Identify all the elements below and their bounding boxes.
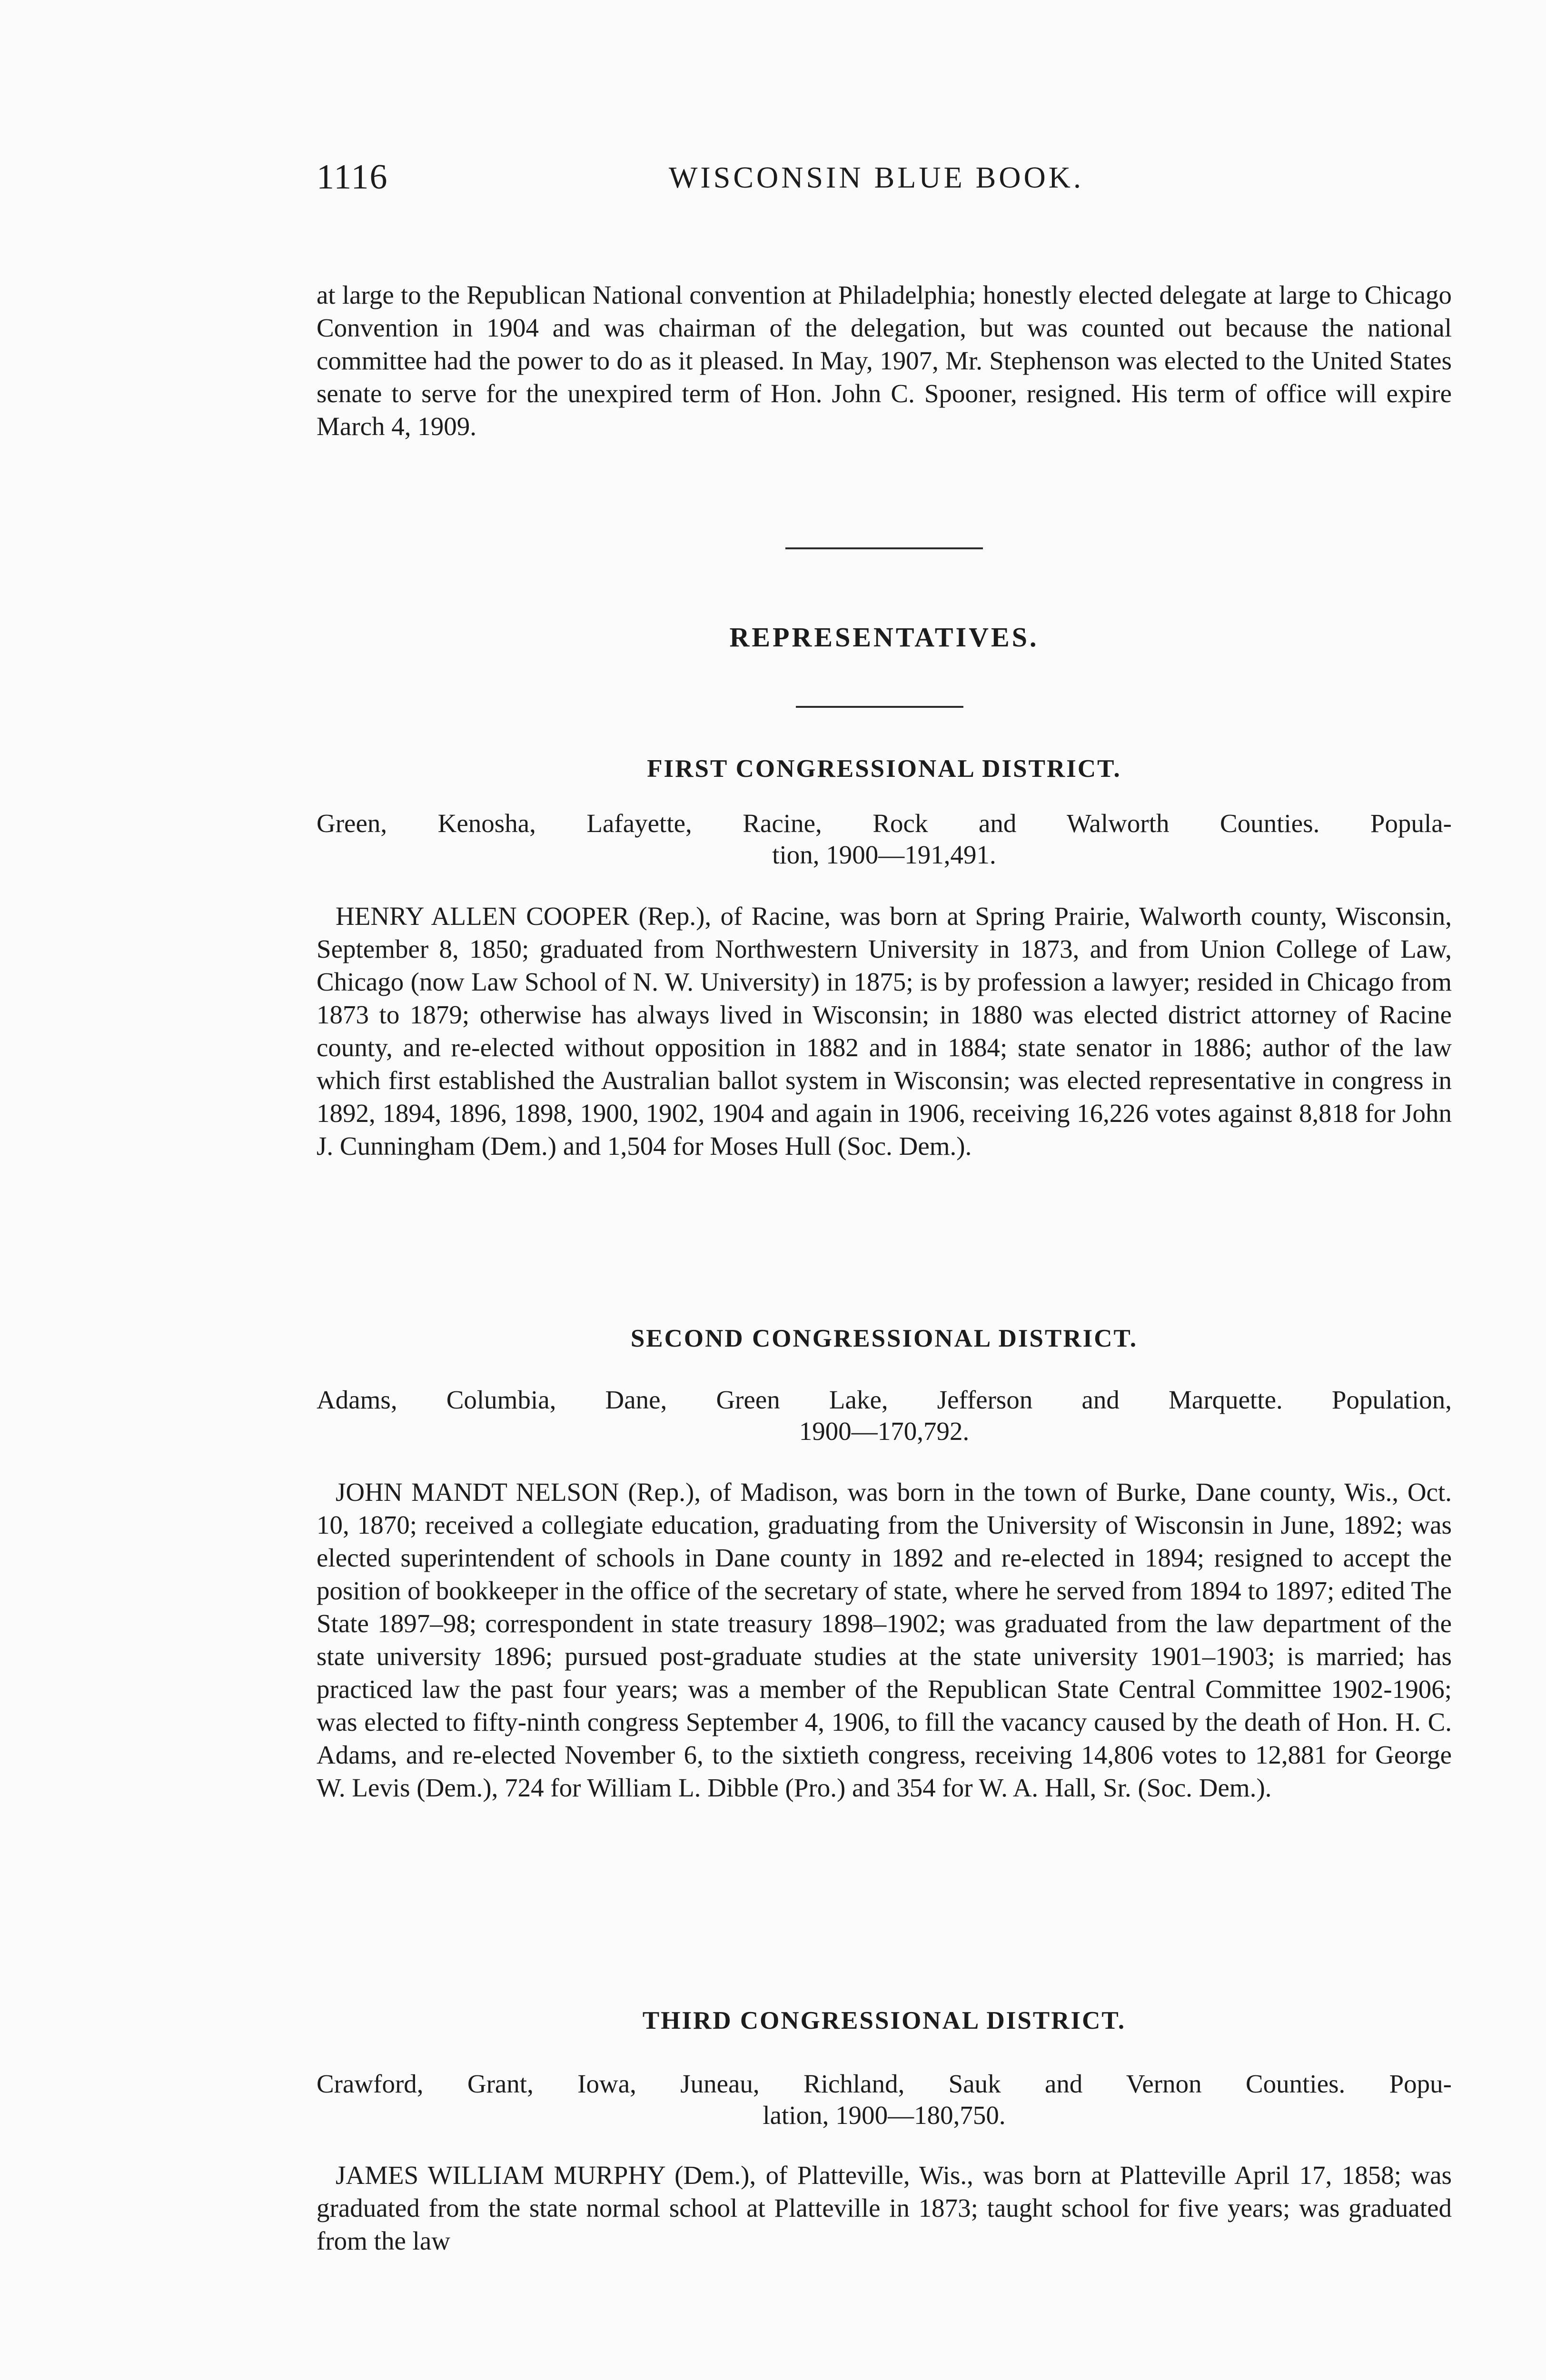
section-rule-top (785, 547, 983, 549)
district-bio-second (317, 1476, 1452, 1804)
representative-biography: HENRY ALLEN COOPER (Rep.), of Racine, was born at Spring Prairie, Walworth county, Wisconsin, September 8, 1850; graduated from Northwestern University in 1873, and from Union College of Law, Chicago (now Law School of N. W. University) in 1875; is by profession a lawyer; resided in Chicago from 1873 to 1879; otherwise has always lived in Wisconsin; in 1880 was elected district attorney of Racine county, and re-elected without opposition in 1882 and in 1884; state senator in 1886; author of the law which first established the Australian ballot system in Wisconsin; was elected representative in congress in 1892, 1894, 1896, 1898, 1900, 1902, 1904 and again in 1906, receiving 16,226 votes against 8,818 for John J. Cunningham (Dem.) and 1,504 for Moses Hull (Soc. Dem.). (317, 902, 1452, 1160)
running-head (0, 157, 1546, 205)
district-bio-first (317, 900, 1452, 1162)
district-counties-first (317, 808, 1452, 871)
district-bio-third (317, 2159, 1452, 2257)
representative-biography: JAMES WILLIAM MURPHY (Dem.), of Platteville, Wis., was born at Platteville April 17, 1858; was graduated from the state normal school at Platteville in 1873; taught school for five years; was graduated from the law (317, 2161, 1452, 2255)
district-title-second: SECOND CONGRESSIONAL DISTRICT. (630, 1325, 1138, 1352)
district-title-third: THIRD CONGRESSIONAL DISTRICT. (642, 2007, 1126, 2034)
page-number: 1116 (317, 158, 388, 197)
continued-paragraph: at large to the Republican National convention at Philadelphia; honestly elected delegate at large to Chicago Convention in 1904 and was chairman of the delegation, but was counted out because the national committee had the power to do as it pleased. In May, 1907, Mr. Stephenson was elected to the United States senate to serve for the unexpired term of Hon. John C. Spooner, resigned. His term of office will expire March 4, 1909. (317, 280, 1452, 441)
section-rule-bottom (796, 706, 963, 708)
representative-biography: JOHN MANDT NELSON (Rep.), of Madison, was born in the town of Burke, Dane county, Wis., Oct. 10, 1870; received a collegiate education, graduating from the University of Wisconsin in June, 1892; was elected superintendent of schools in Dane county in 1892 and re-elected in 1894; resigned to accept the position of bookkeeper in the office of the secretary of state, where he served from 1894 to 1897; edited The State 1897–98; correspondent in state treasury 1898–1902; was graduated from the law department of the state university 1896; pursued post-graduate studies at the state university 1901–1903; is married; has practiced law the past four years; was a member of the Republican State Central Committee 1902-1906; was elected to fifty-ninth congress September 4, 1906, to fill the vacancy caused by the death of Hon. H. C. Adams, and re-elected November 6, to the sixtieth congress, receiving 14,806 votes to 12,881 for George W. Levis (Dem.), 724 for William L. Dibble (Pro.) and 354 for W. A. Hall, Sr. (Soc. Dem.). (317, 1478, 1452, 1802)
population-line: lation, 1900—180,750. (763, 2101, 1006, 2130)
district-counties-third (317, 2068, 1452, 2131)
counties-line: Green, Kenosha, Lafayette, Racine, Rock and Walworth Counties. Popula- (317, 809, 1452, 838)
counties-line: Adams, Columbia, Dane, Green Lake, Jefferson and Marquette. Population, (317, 1385, 1452, 1414)
section-title: REPRESENTATIVES. (729, 622, 1039, 653)
running-head-title: WISCONSIN BLUE BOOK. (669, 160, 1084, 194)
population-line: 1900—170,792. (799, 1417, 970, 1446)
district-title-first: FIRST CONGRESSIONAL DISTRICT. (647, 755, 1121, 783)
continued-biography (317, 278, 1452, 443)
counties-line: Crawford, Grant, Iowa, Juneau, Richland, Sauk and Vernon Counties. Popu- (317, 2069, 1452, 2098)
district-counties-second (317, 1384, 1452, 1447)
population-line: tion, 1900—191,491. (772, 840, 996, 869)
